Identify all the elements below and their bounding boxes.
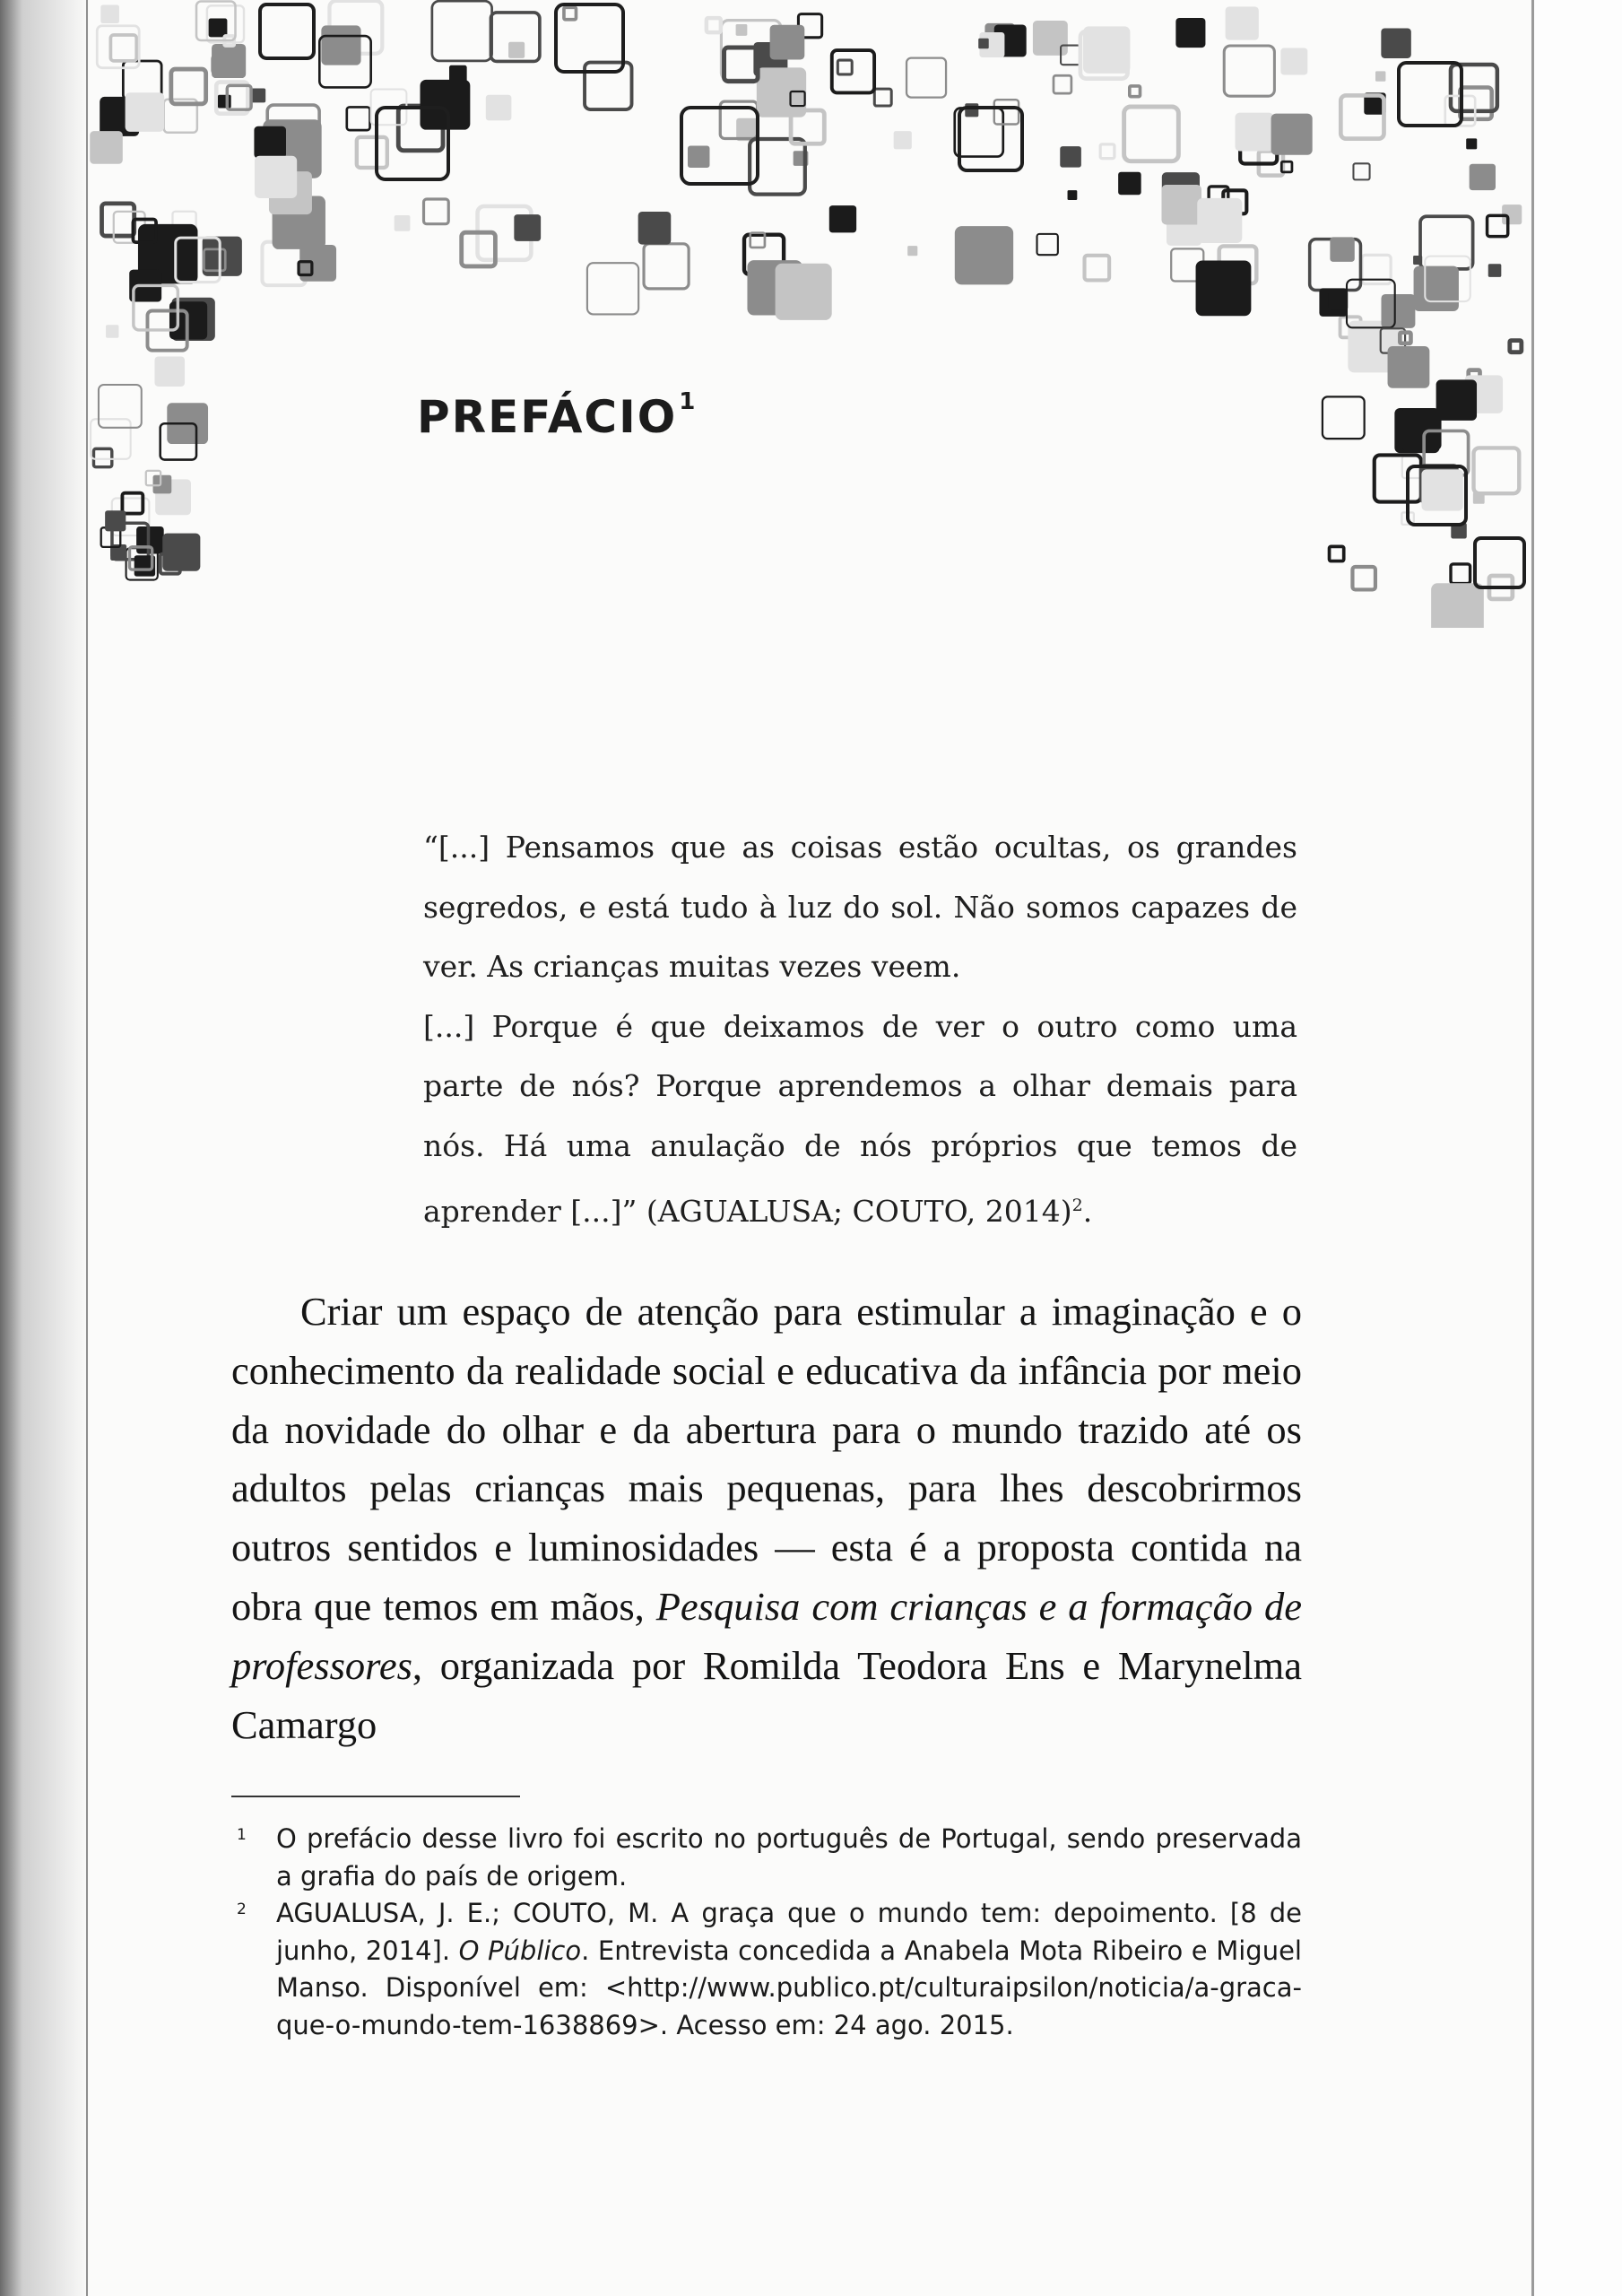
footnote-number: 1 <box>237 1826 247 1844</box>
body-text <box>231 1283 1302 1754</box>
pattern-square <box>1474 448 1520 493</box>
body-text-after: , organizada por Romilda Teodora Ens e Marynelma Camargo <box>231 1642 1302 1747</box>
pattern-square <box>688 146 709 168</box>
pattern-square <box>1414 266 1459 311</box>
title-footnote-mark: 1 <box>679 388 698 416</box>
pattern-square <box>347 107 370 130</box>
pattern-square <box>100 4 119 23</box>
pattern-square <box>1196 260 1252 316</box>
pattern-square <box>1280 48 1307 75</box>
footnotes <box>231 1821 1302 2044</box>
pattern-square <box>1329 291 1348 309</box>
footnote-text-after: . Entrevista concedida a Anabela Mota Ribeiro e Miguel Manso. Disponível em: <http://www.publico.pt/culturaipsilon/noticia/a-graca-que-o-mundo-tem-1638869>. Acesso em: 24 ago. 2015. <box>276 1935 1302 2040</box>
body-paragraph <box>231 1283 1302 1754</box>
pattern-square <box>1330 546 1344 561</box>
page-title <box>417 388 698 443</box>
pattern-square <box>218 95 231 109</box>
pattern-square <box>155 356 186 387</box>
epigraph-paragraph-2-text: [...] Porque é que deixamos de ver o outro como uma parte de nós? Porque aprendemos a olhar demais para nós. Há uma anulação de nós próprios que temos de aprender [...]” (AGUALUSA; COUTO, 2014) <box>423 1008 1297 1229</box>
pattern-square <box>1353 163 1369 179</box>
pattern-square <box>1381 294 1415 328</box>
pattern-square <box>126 92 165 132</box>
pattern-square <box>1388 346 1430 388</box>
pattern-square <box>1118 172 1141 196</box>
footnote-1 <box>231 1821 1302 1895</box>
pattern-square <box>829 205 856 232</box>
pattern-square <box>105 510 126 531</box>
pattern-square <box>1323 396 1365 439</box>
pattern-square <box>1033 21 1068 56</box>
pattern-square <box>1451 564 1470 584</box>
pattern-square <box>1431 583 1484 628</box>
pattern-square <box>770 25 805 60</box>
pattern-square <box>122 493 143 514</box>
pattern-square <box>508 42 525 58</box>
pattern-square <box>449 65 467 83</box>
pattern-square <box>1054 75 1071 93</box>
pattern-square <box>153 475 172 494</box>
footnote-text: O prefácio desse livro foi escrito no português de Portugal, sendo preservada a grafia do país de origem. <box>276 1823 1302 1892</box>
pattern-square <box>1510 341 1522 352</box>
pattern-square <box>251 88 265 102</box>
pattern-square <box>1068 190 1078 200</box>
pattern-square <box>707 18 721 32</box>
footnote-number: 2 <box>237 1900 247 1918</box>
pattern-square <box>874 89 891 106</box>
pattern-square <box>1085 256 1110 281</box>
pattern-square <box>837 60 852 74</box>
squares-pattern-icon <box>0 0 1622 628</box>
pattern-square <box>260 4 314 58</box>
pattern-square <box>321 25 360 65</box>
pattern-square <box>959 108 1022 170</box>
pattern-square <box>357 137 387 168</box>
pattern-square <box>255 156 297 198</box>
pattern-square <box>1475 538 1524 587</box>
pattern-square <box>486 95 512 121</box>
pattern-square <box>1375 71 1385 81</box>
title-text: PREFÁCIO <box>417 391 678 443</box>
pattern-square <box>587 263 638 314</box>
pattern-square <box>420 80 470 130</box>
book-title: Pesquisa com crianças e a formação de professores <box>231 1583 1302 1688</box>
pattern-square <box>1197 198 1242 243</box>
pattern-square <box>776 264 832 320</box>
pattern-square <box>1470 164 1496 190</box>
pattern-square <box>1466 138 1477 149</box>
pattern-square <box>254 126 286 159</box>
epigraph-footnote-mark: 2 <box>1071 1196 1083 1215</box>
footnote-source: O Público <box>458 1935 582 1966</box>
pattern-square <box>514 214 541 241</box>
pattern-square <box>955 226 1013 284</box>
pattern-square <box>736 24 748 36</box>
pattern-square <box>1381 28 1410 57</box>
pattern-square <box>965 103 978 117</box>
pattern-square <box>1060 146 1081 168</box>
footnote-separator <box>231 1796 520 1797</box>
pattern-square <box>90 131 123 164</box>
pattern-square <box>395 215 411 231</box>
pattern-square <box>1330 237 1354 261</box>
pattern-square <box>102 204 134 236</box>
pattern-square <box>209 19 228 38</box>
pattern-square <box>1037 234 1058 255</box>
pattern-square <box>93 448 111 466</box>
epigraph-paragraph-2 <box>423 997 1297 1242</box>
pattern-square <box>994 100 1019 124</box>
epigraph-quote <box>423 818 1297 1242</box>
pattern-square <box>432 1 492 61</box>
pattern-square <box>1473 492 1485 504</box>
pattern-square <box>894 131 912 149</box>
body-text-before: Criar um espaço de atenção para estimular a imaginação e o conhecimento da realidade social e educativa da infância por meio da novidade do olhar e da abertura para o mundo trazido até os adultos pelas crianças mais pequenas, para lhes descobrirmos outros sentidos e luminosidades — esta é a proposta contida na obra que temos em mãos, <box>231 1289 1302 1629</box>
pattern-square <box>1352 567 1375 589</box>
pattern-square <box>1436 379 1477 420</box>
pattern-square <box>1420 216 1473 269</box>
pattern-square <box>1224 46 1274 96</box>
pattern-square <box>110 35 136 61</box>
pattern-square <box>1271 114 1313 155</box>
epigraph-paragraph-1: “[...] Pensamos que as coisas estão ocultas, os grandes segredos, e está tudo à luz do sol. Não somos capazes de ver. As crianças muitas vezes veem. <box>423 830 1297 984</box>
epigraph-end: . <box>1082 1194 1093 1229</box>
pattern-square <box>906 58 946 98</box>
footnote-text-before: AGUALUSA, J. E.; COUTO, M. A graça que o mundo tem: depoimento. [8 de junho, 2014]. <box>276 1898 1302 1966</box>
pattern-square <box>907 246 917 256</box>
pattern-square <box>1488 264 1502 277</box>
pattern-square <box>1130 86 1141 97</box>
pattern-square <box>638 212 672 245</box>
pattern-square <box>136 526 164 554</box>
pattern-square <box>1161 185 1201 225</box>
pattern-square <box>1175 18 1205 48</box>
pattern-square <box>1421 469 1462 510</box>
pattern-square <box>564 7 577 20</box>
pattern-square <box>1124 107 1179 161</box>
pattern-square <box>424 199 449 224</box>
pattern-square <box>724 48 759 82</box>
pattern-square <box>978 39 989 49</box>
pattern-square <box>99 385 142 428</box>
pattern-square <box>1100 144 1115 159</box>
pattern-square <box>1235 113 1273 152</box>
pattern-square <box>955 109 1003 157</box>
footnote-2 <box>231 1895 1302 2044</box>
pattern-square <box>585 63 631 109</box>
pattern-square <box>106 325 118 337</box>
pattern-square <box>1226 6 1259 39</box>
pattern-square <box>644 244 689 289</box>
